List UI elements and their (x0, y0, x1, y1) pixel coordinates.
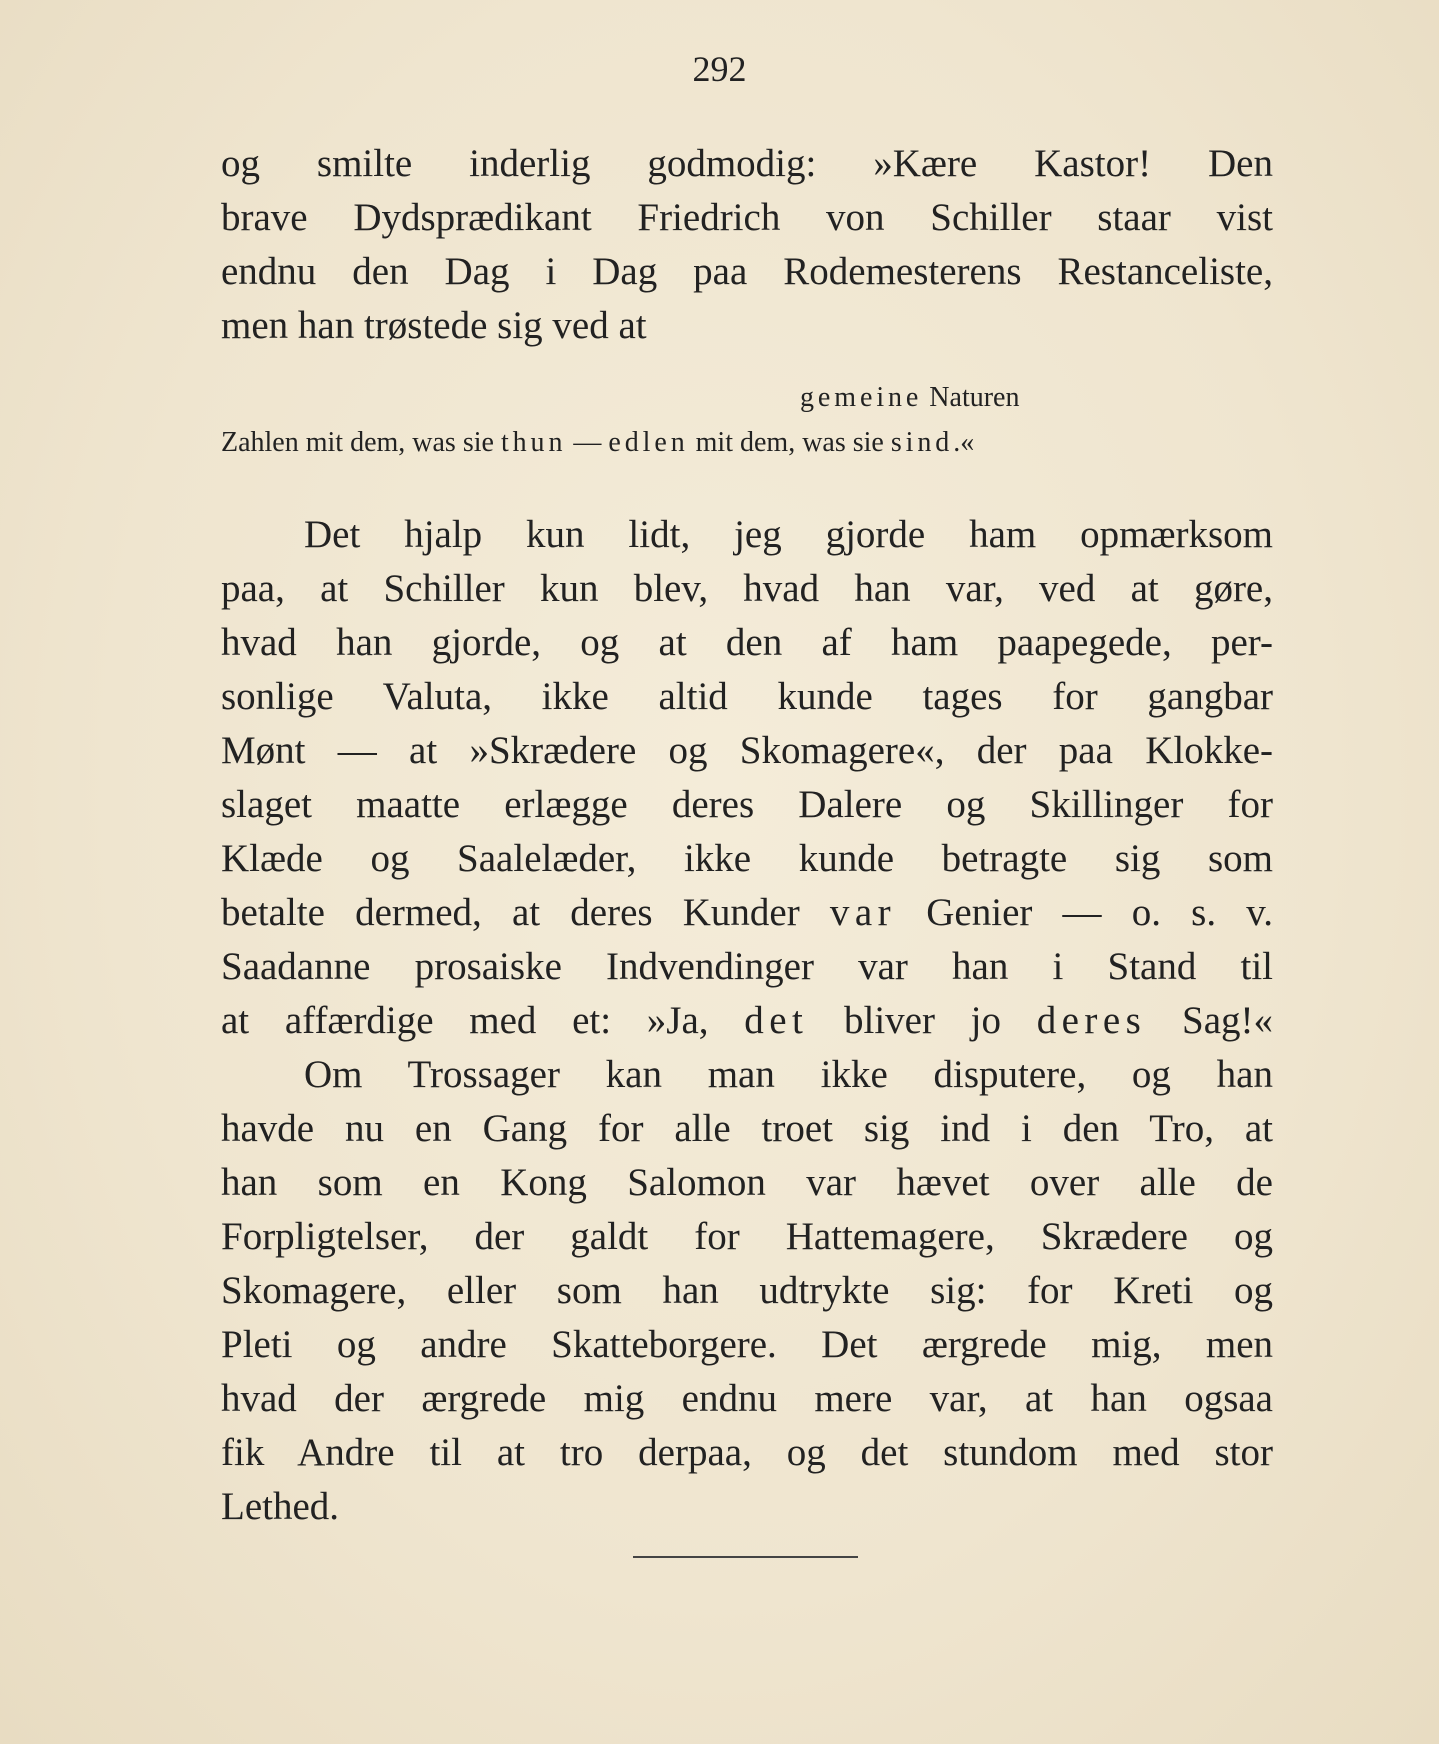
text-line: brave Dydsprædikant Friedrich von Schiller staar vist (221, 196, 1273, 239)
text-line: han som en Kong Salomon var hævet over alle de (221, 1161, 1273, 1204)
end-rule (633, 1556, 858, 1558)
text-line: og smilte inderlig godmodig: »Kære Kastor! Den (221, 142, 1273, 185)
text-line: Saadanne prosaiske Indvendinger var han i Stand til (221, 945, 1273, 988)
verse-line-1 (800, 380, 1019, 416)
text-line: Forpligtelser, der galdt for Hattemagere, Skrædere og (221, 1215, 1273, 1258)
text-line: Det hjalp kun lidt, jeg gjorde ham opmærksom (304, 513, 1273, 556)
verse-line-2 (221, 423, 974, 463)
line-part: bliver jo (808, 999, 1037, 1042)
text-line (221, 994, 1273, 1048)
text-line: endnu den Dag i Dag paa Rodemesterens Restanceliste, (221, 250, 1273, 293)
emphasis: det (744, 999, 809, 1042)
text-line: hvad der ærgrede mig endnu mere var, at han ogsaa (221, 1377, 1273, 1420)
text-line: men han trøstede sig ved at (221, 304, 647, 347)
emphasis: deres (1036, 999, 1147, 1042)
emphasis: thun (500, 427, 567, 458)
text-line: hvad han gjorde, og at den af ham paapegede, per- (221, 621, 1273, 664)
text-line: Mønt — at »Skrædere og Skomagere«, der paa Klokke- (221, 729, 1273, 772)
text-line: sonlige Valuta, ikke altid kunde tages for gangbar (221, 675, 1273, 718)
emphasis: sind (890, 427, 954, 458)
paragraph-2 (221, 508, 1273, 1534)
verse-text: Naturen (922, 382, 1020, 413)
text-line: havde nu en Gang for alle troet sig ind i den Tro, at (221, 1107, 1273, 1150)
text-line: paa, at Schiller kun blev, hvad han var, ved at gøre, (221, 567, 1273, 610)
verse-text: .« (953, 427, 975, 458)
text-line: Pleti og andre Skatteborgere. Det ærgrede mig, men (221, 1323, 1273, 1366)
text-line: Skomagere, eller som han udtrykte sig: for Kreti og (221, 1269, 1273, 1312)
text-line: Lethed. (221, 1485, 340, 1528)
verse-text: — (566, 427, 609, 458)
emphasis: var (829, 891, 897, 934)
line-part: betalte dermed, at deres Kunder (221, 891, 830, 934)
paragraph-1 (221, 137, 1273, 353)
page-number: 292 (692, 49, 747, 89)
text-line (221, 886, 1273, 940)
verse-text: mit dem, was sie (688, 427, 891, 458)
text-line: Om Trossager kan man ikke disputere, og han (304, 1053, 1273, 1096)
text-line: Klæde og Saalelæder, ikke kunde betragte sig som (221, 837, 1273, 880)
line-part: at affærdige med et: »Ja, (221, 999, 745, 1042)
verse-text: Zahlen mit dem, was sie (221, 427, 501, 458)
text-line: slaget maatte erlægge deres Dalere og Skillinger for (221, 783, 1273, 826)
line-part: Genier — o. s. v. (896, 891, 1273, 934)
emphasis: edlen (608, 427, 689, 458)
line-part: Sag!« (1146, 999, 1273, 1042)
emphasis: gemeine (800, 382, 923, 413)
text-line: fik Andre til at tro derpaa, og det stundom med stor (221, 1431, 1273, 1474)
